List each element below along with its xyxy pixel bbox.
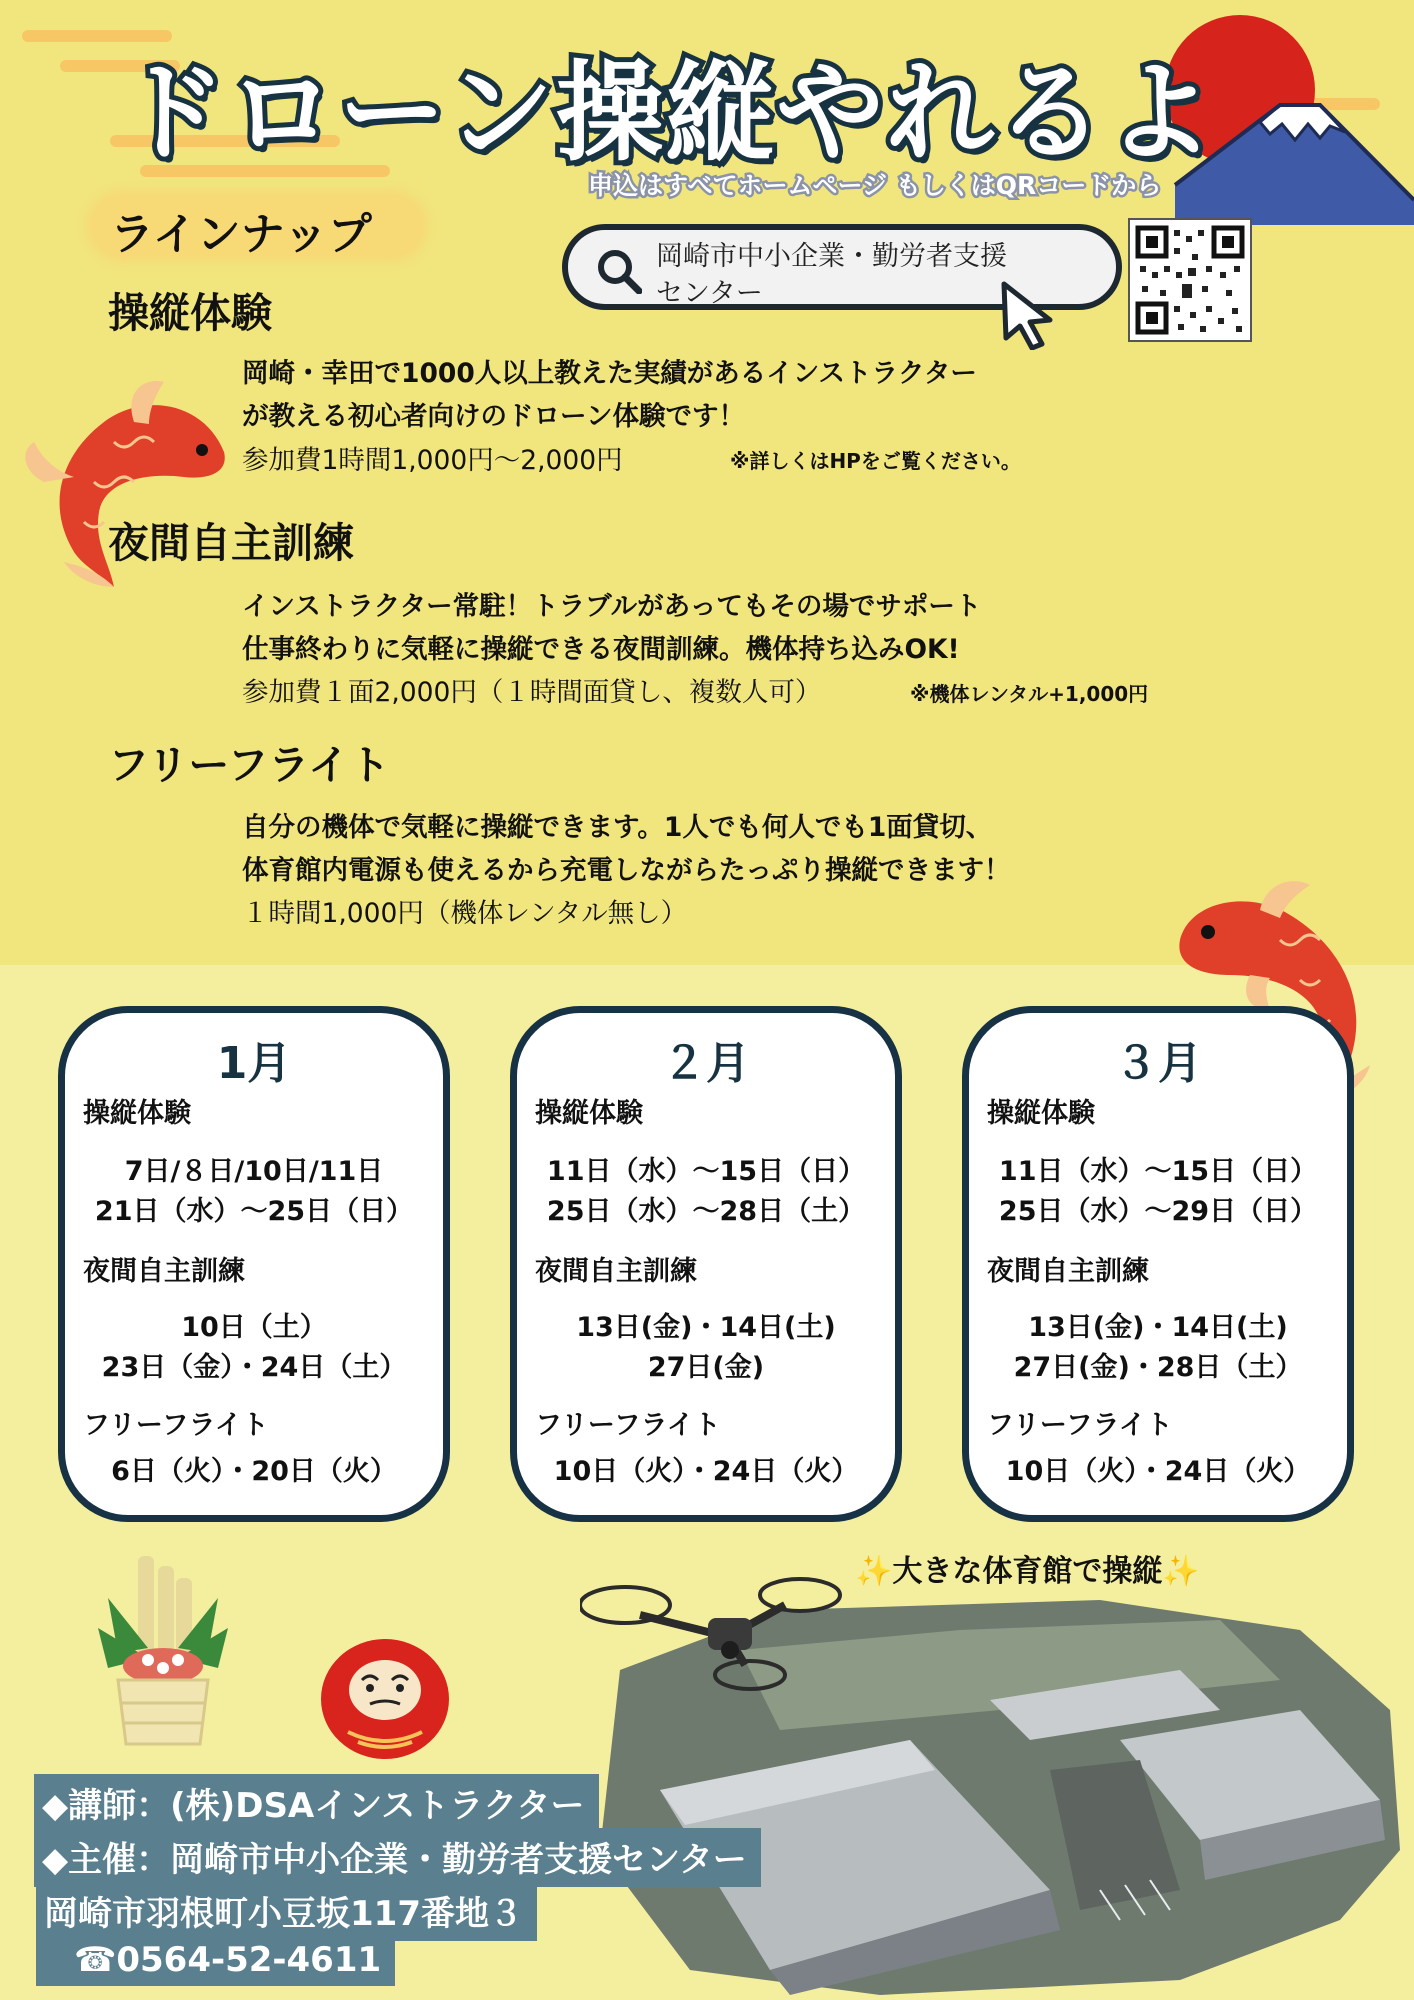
experience-line-2: が教える初心者向けのドローン体験です！: [242, 401, 745, 432]
qr-code-icon: [1130, 220, 1250, 340]
page-title: ドローン操縦やれるよ: [118, 51, 1216, 176]
card-date: 21日（水）〜25日（日）: [94, 1196, 414, 1227]
search-text-line: センター: [656, 278, 763, 309]
lineup-label: ラインナップ: [110, 209, 372, 260]
card-date: 11日（水）〜15日（日）: [998, 1156, 1318, 1187]
instructor-info: ◆講師：(株)DSAインストラクター: [34, 1774, 599, 1833]
photo-caption: [855, 1546, 1200, 1590]
sparkle-icon: ✨: [1162, 1554, 1200, 1589]
card-date: 27日(金): [647, 1352, 765, 1383]
free-line-2: 体育館内電源も使えるから充電しながらたっぷり操縦できます！: [242, 855, 1011, 886]
search-text-line: 岡崎市中小企業・勤労者支援: [656, 241, 1007, 272]
qr-code[interactable]: [1128, 218, 1252, 342]
card-label-experience: 操縦体験: [83, 1098, 191, 1129]
night-fee: 参加費１面2,000円（１時間面貸し、複数人可）: [242, 677, 822, 708]
month-card-january: [58, 1006, 450, 1522]
drone-icon: [580, 1560, 880, 1710]
card-date: 23日（金）・24日（土）: [101, 1352, 407, 1383]
night-line-1: インストラクター常駐！トラブルがあってもその場でサポート: [242, 591, 982, 622]
organizer-info: ◆主催：岡崎市中小企業・勤労者支援センター: [34, 1828, 761, 1887]
card-date: 25日（水）〜28日（土）: [546, 1196, 866, 1227]
card-label-free: フリーフライト: [83, 1410, 269, 1441]
card-date: 10日（火）・24日（火）: [1005, 1456, 1311, 1487]
card-label-experience: 操縦体験: [535, 1098, 643, 1129]
search-icon: [596, 248, 642, 294]
search-text: [656, 238, 1007, 312]
card-date: 25日（水）〜29日（日）: [998, 1196, 1318, 1227]
sparkle-icon: ✨: [855, 1554, 893, 1589]
month-title: 1月: [216, 1038, 292, 1089]
card-label-night: 夜間自主訓練: [987, 1256, 1149, 1287]
experience-fee: 参加費1時間1,000円〜2,000円: [242, 445, 623, 476]
card-date: 11日（水）〜15日（日）: [546, 1156, 866, 1187]
card-label-free: フリーフライト: [987, 1410, 1173, 1441]
kadomatsu-icon: [88, 1548, 238, 1748]
experience-note: ※詳しくはHPをご覧ください。: [730, 449, 1021, 473]
month-card-march: [962, 1006, 1354, 1522]
card-label-free: フリーフライト: [535, 1410, 721, 1441]
free-fee: １時間1,000円（機体レンタル無し）: [242, 898, 688, 929]
card-date: 6日（火）・20日（火）: [111, 1456, 397, 1487]
card-label-night: 夜間自主訓練: [83, 1256, 245, 1287]
cursor-icon: [998, 280, 1058, 350]
phone-info[interactable]: ☎0564-52-4611: [36, 1936, 395, 1986]
photo-caption-text: 大きな体育館で操縦: [892, 1554, 1163, 1589]
card-label-night: 夜間自主訓練: [535, 1256, 697, 1287]
card-date: 7日/８日/10日/11日: [124, 1156, 384, 1187]
month-title: ２月: [662, 1038, 750, 1089]
section-heading-night: 夜間自主訓練: [108, 519, 354, 567]
card-date: 27日(金)・28日（土）: [1013, 1352, 1303, 1383]
card-label-experience: 操縦体験: [987, 1098, 1095, 1129]
section-heading-experience: 操縦体験: [108, 289, 272, 337]
daruma-icon: [318, 1632, 452, 1762]
address-info: 岡崎市羽根町小豆坂117番地３: [36, 1882, 537, 1941]
section-heading-free: フリーフライト: [108, 741, 391, 789]
night-note: ※機体レンタル+1,000円: [910, 682, 1149, 706]
free-line-1: 自分の機体で気軽に操縦できます。1人でも何人でも1面貸切、: [242, 812, 993, 843]
experience-line-1: 岡崎・幸田で1000人以上教えた実績があるインストラクター: [242, 358, 977, 389]
month-card-february: [510, 1006, 902, 1522]
card-date: 13日(金)・14日(土): [576, 1312, 836, 1343]
lineup-badge: [92, 196, 422, 260]
subtitle: 申込はすべてホームページ もしくはQRコードから: [588, 171, 1162, 200]
month-title: ３月: [1114, 1038, 1202, 1089]
card-date: 13日(金)・14日(土): [1028, 1312, 1288, 1343]
card-date: 10日（火）・24日（火）: [553, 1456, 859, 1487]
card-date: 10日（土）: [181, 1312, 327, 1343]
night-line-2: 仕事終わりに気軽に操縦できる夜間訓練。機体持ち込みOK!: [242, 634, 960, 665]
